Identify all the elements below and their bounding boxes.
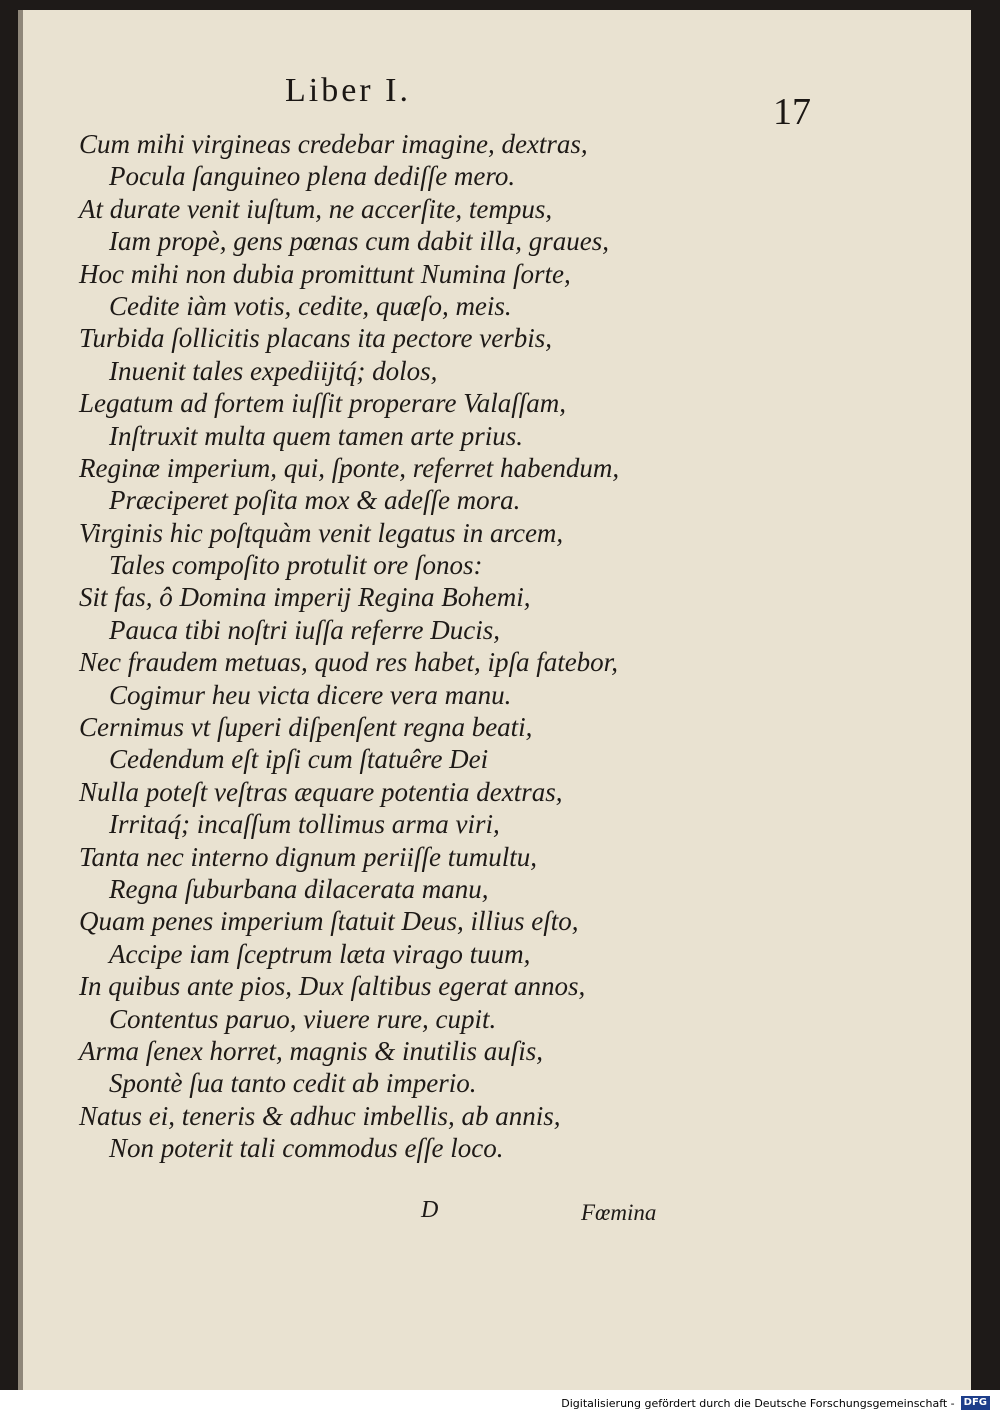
- verse-line: Cogimur heu victa dicere vera manu.: [109, 679, 512, 710]
- page-number: 17: [773, 91, 811, 133]
- signature-mark: D: [421, 1197, 439, 1223]
- verse-line: Turbida ſollicitis placans ita pectore verbis,: [79, 323, 552, 354]
- verse-line: Cedite iàm votis, cedite, quæſo, meis.: [109, 290, 512, 321]
- verse-line: Legatum ad fortem iuſſit properare Valaſſam,: [79, 388, 566, 419]
- verse-line: Nulla poteſt veſtras æquare potentia dextras,: [79, 776, 563, 807]
- verse-line: Pocula ſanguineo plena dediſſe mero.: [109, 161, 516, 192]
- verse-line: Arma ſenex horret, magnis & inutilis auſis,: [79, 1035, 543, 1066]
- verse-line: Regna ſuburbana dilacerata manu,: [109, 873, 489, 904]
- verse-line: Irritaq́; incaſſum tollimus arma viri,: [109, 809, 500, 840]
- verse-line: Reginæ imperium, qui, ſponte, referret habendum,: [79, 452, 620, 483]
- verse-line: Tales compoſito protulit ore ſonos:: [109, 550, 483, 581]
- verse-line: Virginis hic poſtquàm venit legatus in arcem,: [79, 517, 564, 548]
- running-title: Liber I.: [285, 72, 411, 109]
- verse-line: Natus ei, teneris & adhuc imbellis, ab annis,: [79, 1100, 561, 1131]
- verse-line: In quibus ante pios, Dux ſaltibus egerat annos,: [79, 971, 586, 1002]
- verse-line: Tanta nec interno dignum periiſſe tumultu,: [79, 841, 537, 872]
- verse-line: Cedendum eſt ipſi cum ſtatuêre Dei: [109, 744, 489, 775]
- verse-line: Nec fraudem metuas, quod res habet, ipſa fatebor,: [79, 647, 618, 678]
- dfg-logo-icon: DFG: [961, 1396, 990, 1410]
- verse-line: Hoc mihi non dubia promittunt Numina ſorte,: [79, 258, 571, 289]
- verse-line: Spontè ſua tanto cedit ab imperio.: [109, 1068, 477, 1099]
- verse-line: Inuenit tales expediijtq́; dolos,: [109, 355, 438, 386]
- verse-line: Quam penes imperium ſtatuit Deus, illius eſto,: [79, 906, 579, 937]
- verse-line: Inſtruxit multa quem tamen arte prius.: [109, 420, 523, 451]
- verse-line: Pauca tibi noſtri iuſſa referre Ducis,: [109, 614, 500, 645]
- verse-line: Contentus paruo, viuere rure, cupit.: [109, 1003, 497, 1034]
- verse-line: Præciperet poſita mox & adeſſe mora.: [109, 485, 521, 516]
- verse-line: At durate venit iuſtum, ne accerſite, tempus,: [79, 193, 553, 224]
- footer-credit: Digitalisierung gefördert durch die Deutsche Forschungsgemeinschaft -: [561, 1396, 955, 1410]
- verse-line: Iam propè, gens pœnas cum dabit illa, graues,: [109, 226, 609, 257]
- catchword: Fœmina: [581, 1200, 657, 1225]
- verse-line: Cum mihi virgineas credebar imagine, dextras,: [79, 129, 588, 159]
- verse-text: [79, 128, 699, 1165]
- verse-line: Sit fas, ô Domina imperij Regina Bohemi,: [79, 582, 531, 613]
- verse-line: Non poterit tali commodus eſſe loco.: [109, 1133, 504, 1164]
- verse-line: Cernimus vt ſuperi diſpenſent regna beati,: [79, 712, 533, 743]
- book-page: [18, 10, 971, 1390]
- digitization-footer: [0, 1390, 1000, 1416]
- verse-line: Accipe iam ſceptrum læta virago tuum,: [109, 938, 531, 969]
